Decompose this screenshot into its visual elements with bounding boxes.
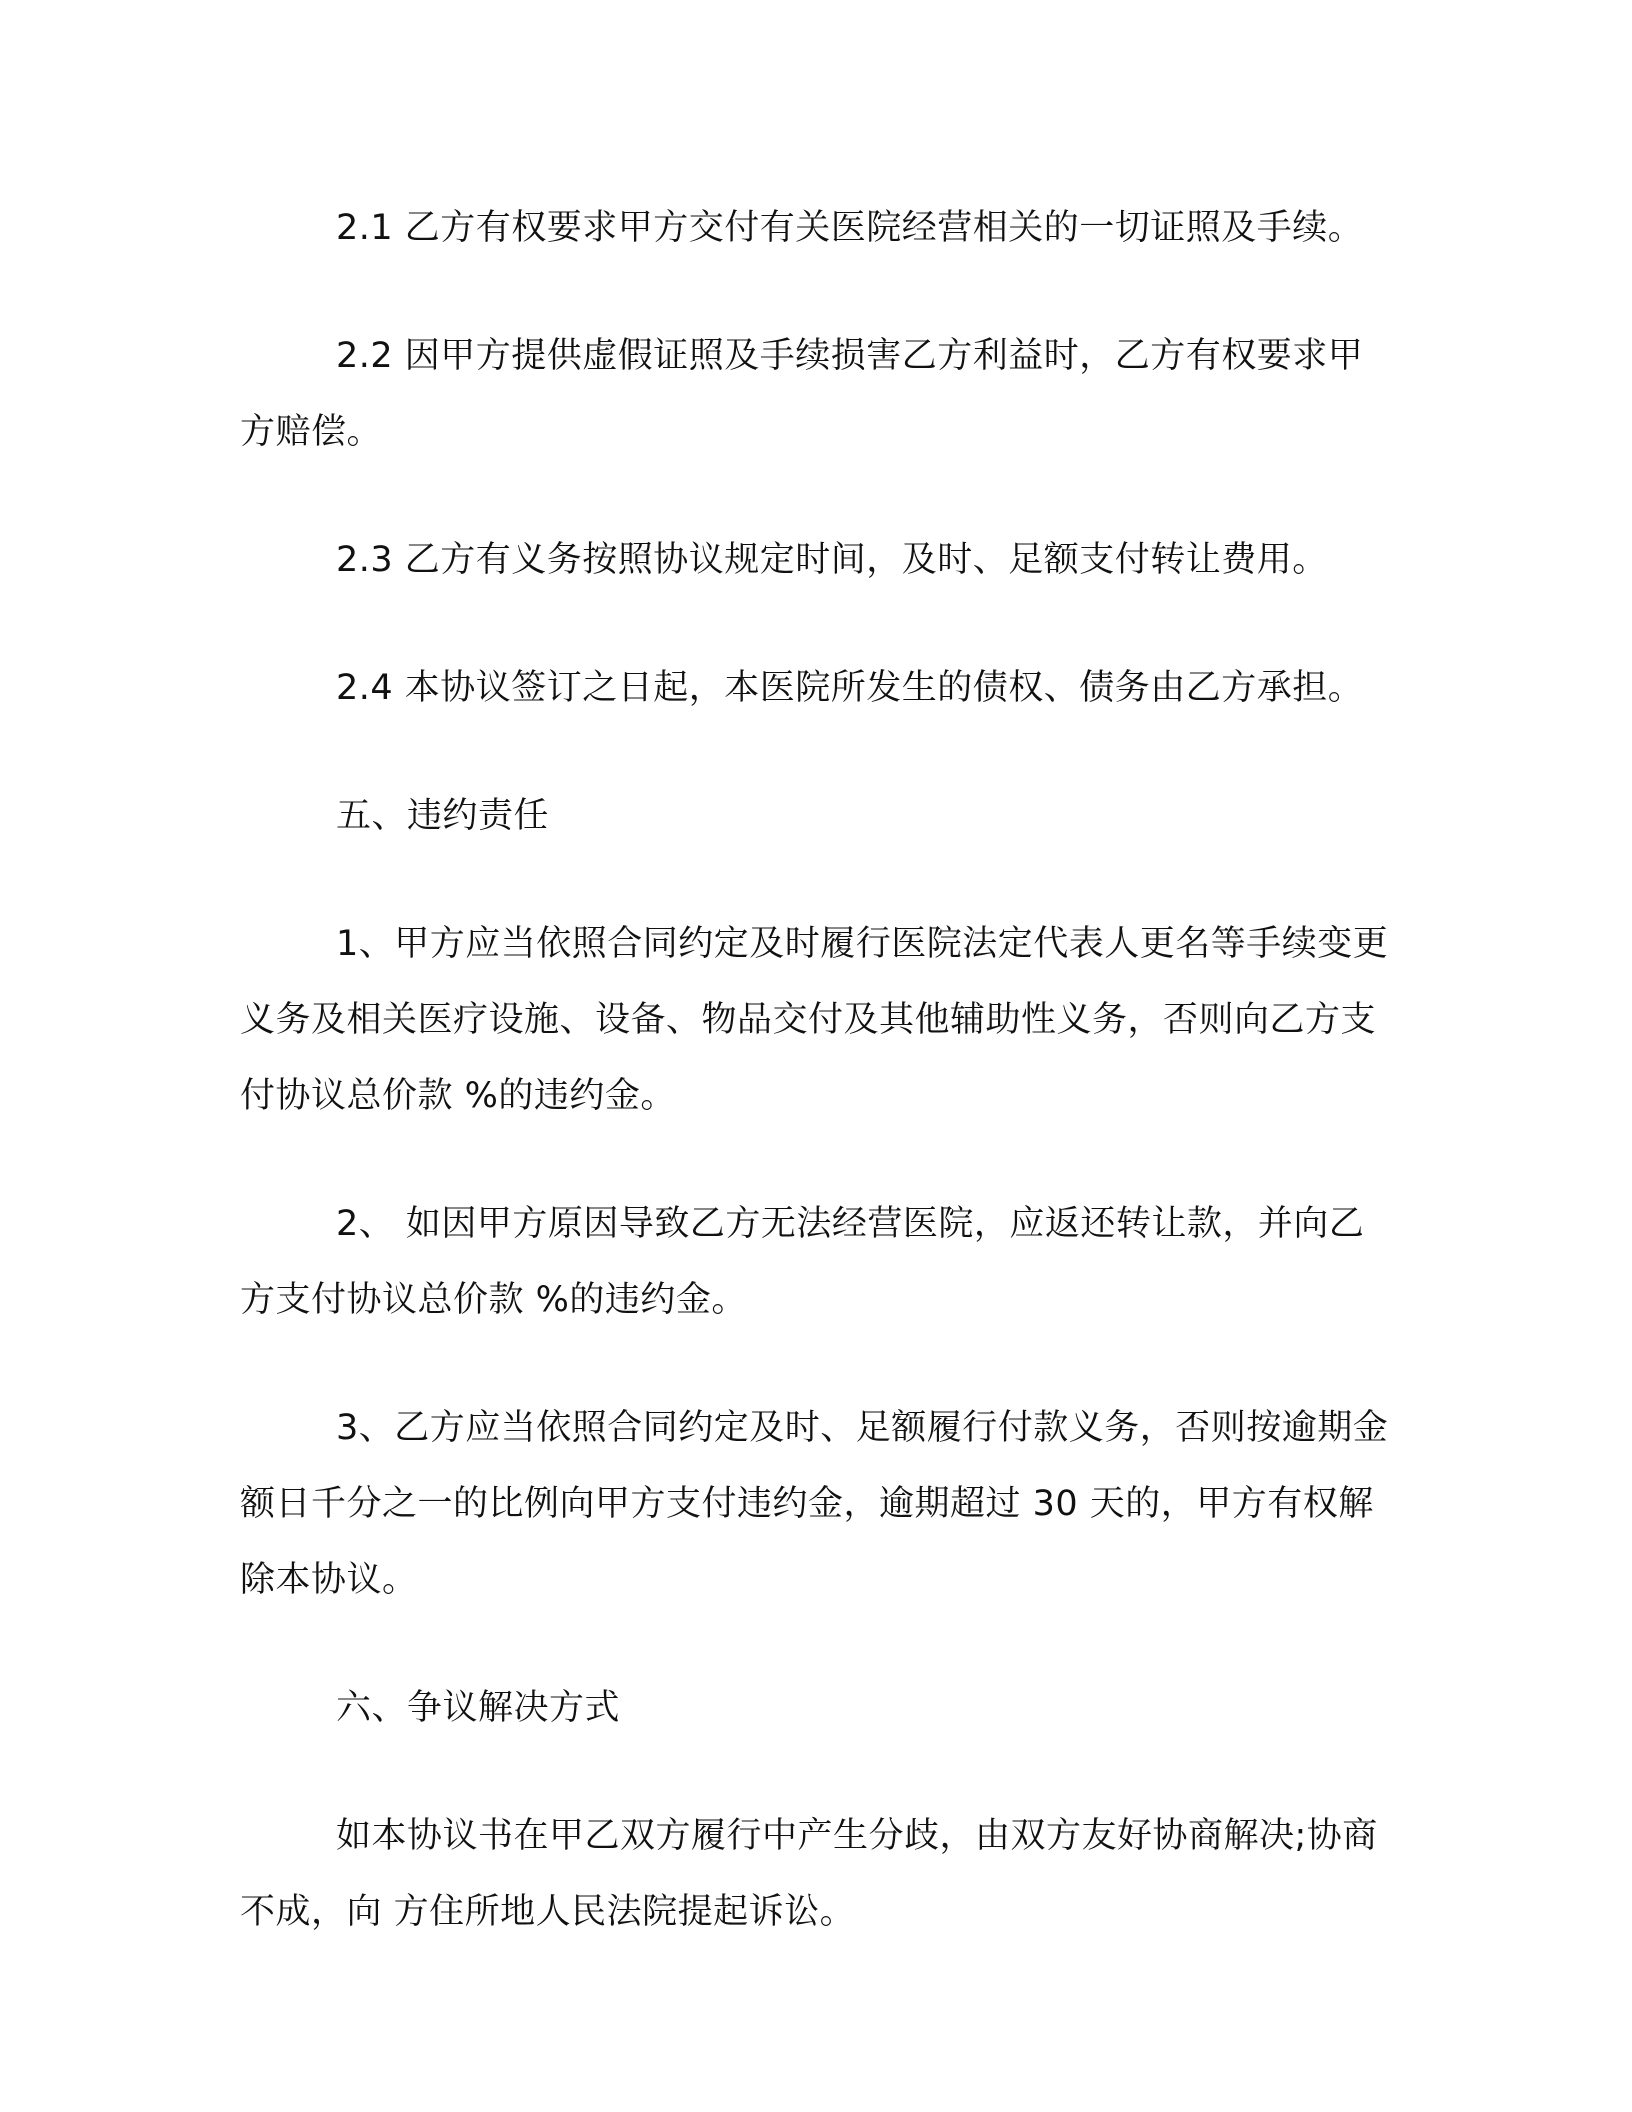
section-heading-breach-liability: 五、违约责任	[336, 796, 550, 836]
breach-clause-3: 3、乙方应当依照合同约定及时、足额履行付款义务，否则按逾期金额日千分之一的比例向甲方支付违约金，逾期超过 30 天的，甲方有权解除本协议。	[240, 1408, 1389, 1600]
breach-clause-2: 2、 如因甲方原因导致乙方无法经营医院，应返还转让款，并向乙方支付协议总价款 %的违约金。	[240, 1204, 1365, 1320]
clause-2-1: 2.1 乙方有权要求甲方交付有关医院经营相关的一切证照及手续。	[336, 208, 1364, 248]
clause-2-2: 2.2 因甲方提供虚假证照及手续损害乙方利益时，乙方有权要求甲方赔偿。	[240, 336, 1364, 452]
clause-2-3: 2.3 乙方有义务按照协议规定时间，及时、足额支付转让费用。	[336, 540, 1328, 580]
dispute-resolution-clause: 如本协议书在甲乙双方履行中产生分歧，由双方友好协商解决;协商不成，向 方住所地人民法院提起诉讼。	[240, 1816, 1378, 1932]
clause-2-4: 2.4 本协议签订之日起，本医院所发生的债权、债务由乙方承担。	[336, 668, 1364, 708]
section-heading-dispute-resolution: 六、争议解决方式	[336, 1688, 621, 1728]
breach-clause-1: 1、甲方应当依照合同约定及时履行医院法定代表人更名等手续变更义务及相关医疗设施、设备、物品交付及其他辅助性义务，否则向乙方支付协议总价款 %的违约金。	[240, 924, 1389, 1116]
document-page	[240, 190, 1390, 1998]
